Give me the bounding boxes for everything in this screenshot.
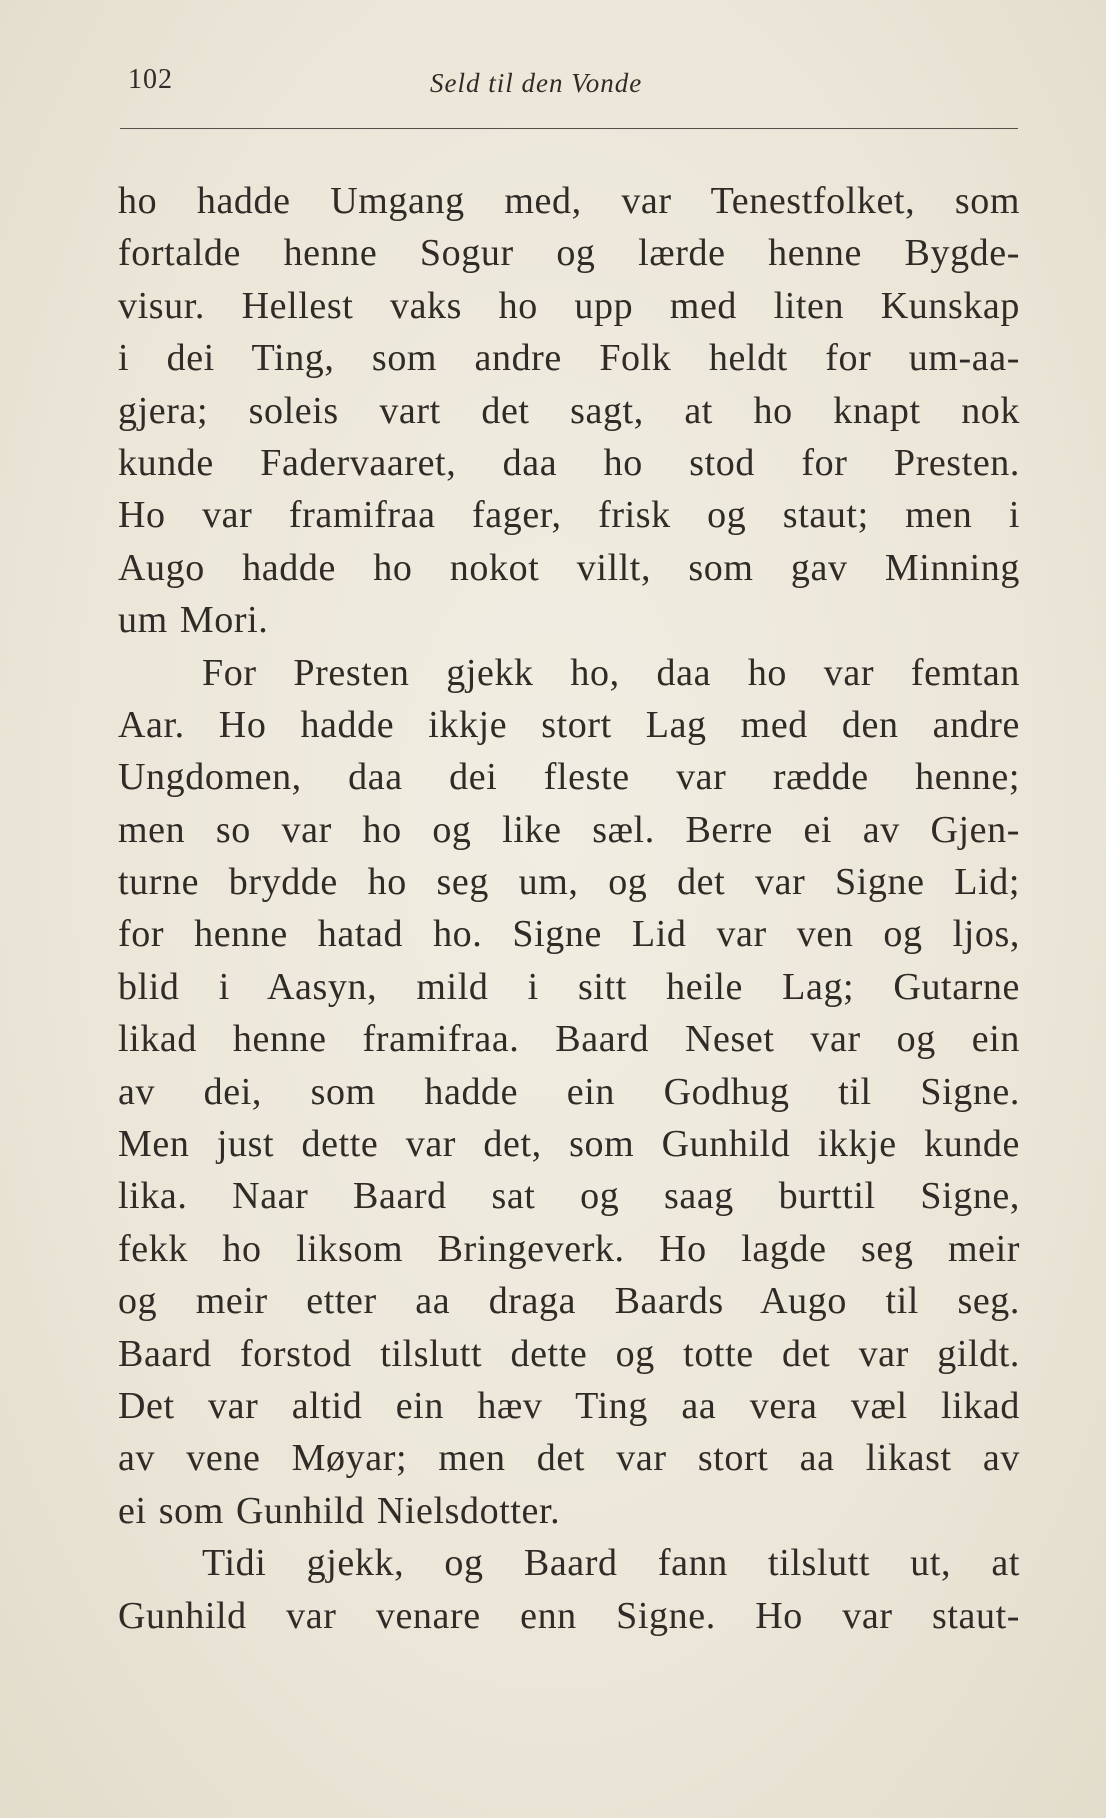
text-line: For Presten gjekk ho, daa ho var femtan — [202, 651, 1020, 694]
text-line: fortalde henne Sogur og lærde henne Bygde- — [118, 232, 1020, 275]
text-line: turne brydde ho seg um, og det var Signe Lid; — [118, 861, 1020, 904]
text-line: likad henne framifraa. Baard Neset var og ein — [118, 1018, 1020, 1061]
text-line: Ho var framifraa fager, frisk og staut; men i — [118, 494, 1020, 537]
text-line: Augo hadde ho nokot villt, som gav Minning — [118, 546, 1020, 589]
text-line: Baard forstod tilslutt dette og totte det var gildt. — [118, 1332, 1020, 1375]
running-title: Seld til den Vonde — [430, 68, 643, 98]
text-line: og meir etter aa draga Baards Augo til seg. — [118, 1280, 1020, 1323]
page-number: 102 — [128, 64, 173, 95]
text-line: blid i Aasyn, mild i sitt heile Lag; Gutarne — [118, 965, 1020, 1008]
text-line: Det var altid ein hæv Ting aa vera væl likad — [118, 1384, 1020, 1427]
text-line: ei som Gunhild Nielsdotter. — [118, 1489, 561, 1532]
text-line: fekk ho liksom Bringeverk. Ho lagde seg meir — [118, 1227, 1020, 1270]
header-rule — [120, 128, 1018, 129]
text-line: Gunhild var venare enn Signe. Ho var staut- — [118, 1594, 1020, 1637]
text-line: Ungdomen, daa dei fleste var rædde henne; — [118, 756, 1020, 799]
text-line: ho hadde Umgang med, var Tenestfolket, som — [118, 180, 1020, 222]
text-line: av dei, som hadde ein Godhug til Signe. — [118, 1070, 1020, 1113]
text-line: for henne hatad ho. Signe Lid var ven og ljos, — [118, 913, 1020, 956]
text-line: Aar. Ho hadde ikkje stort Lag med den andre — [118, 703, 1020, 746]
page-header — [118, 64, 1020, 104]
body-text — [118, 175, 1020, 1642]
text-line: men so var ho og like sæl. Berre ei av Gjen- — [118, 808, 1020, 851]
text-line: kunde Fadervaaret, daa ho stod for Presten. — [118, 441, 1020, 484]
text-line: Men just dette var det, som Gunhild ikkje kunde — [118, 1123, 1020, 1166]
text-line: visur. Hellest vaks ho upp med liten Kunskap — [118, 284, 1020, 327]
text-line: i dei Ting, som andre Folk heldt for um-aa- — [118, 337, 1020, 380]
text-line: gjera; soleis vart det sagt, at ho knapt nok — [118, 389, 1020, 432]
text-line: lika. Naar Baard sat og saag burttil Signe, — [118, 1175, 1020, 1218]
text-line: Tidi gjekk, og Baard fann tilslutt ut, at — [202, 1542, 1020, 1585]
text-line: av vene Møyar; men det var stort aa likast av — [118, 1437, 1020, 1480]
text-line: um Mori. — [118, 599, 269, 642]
